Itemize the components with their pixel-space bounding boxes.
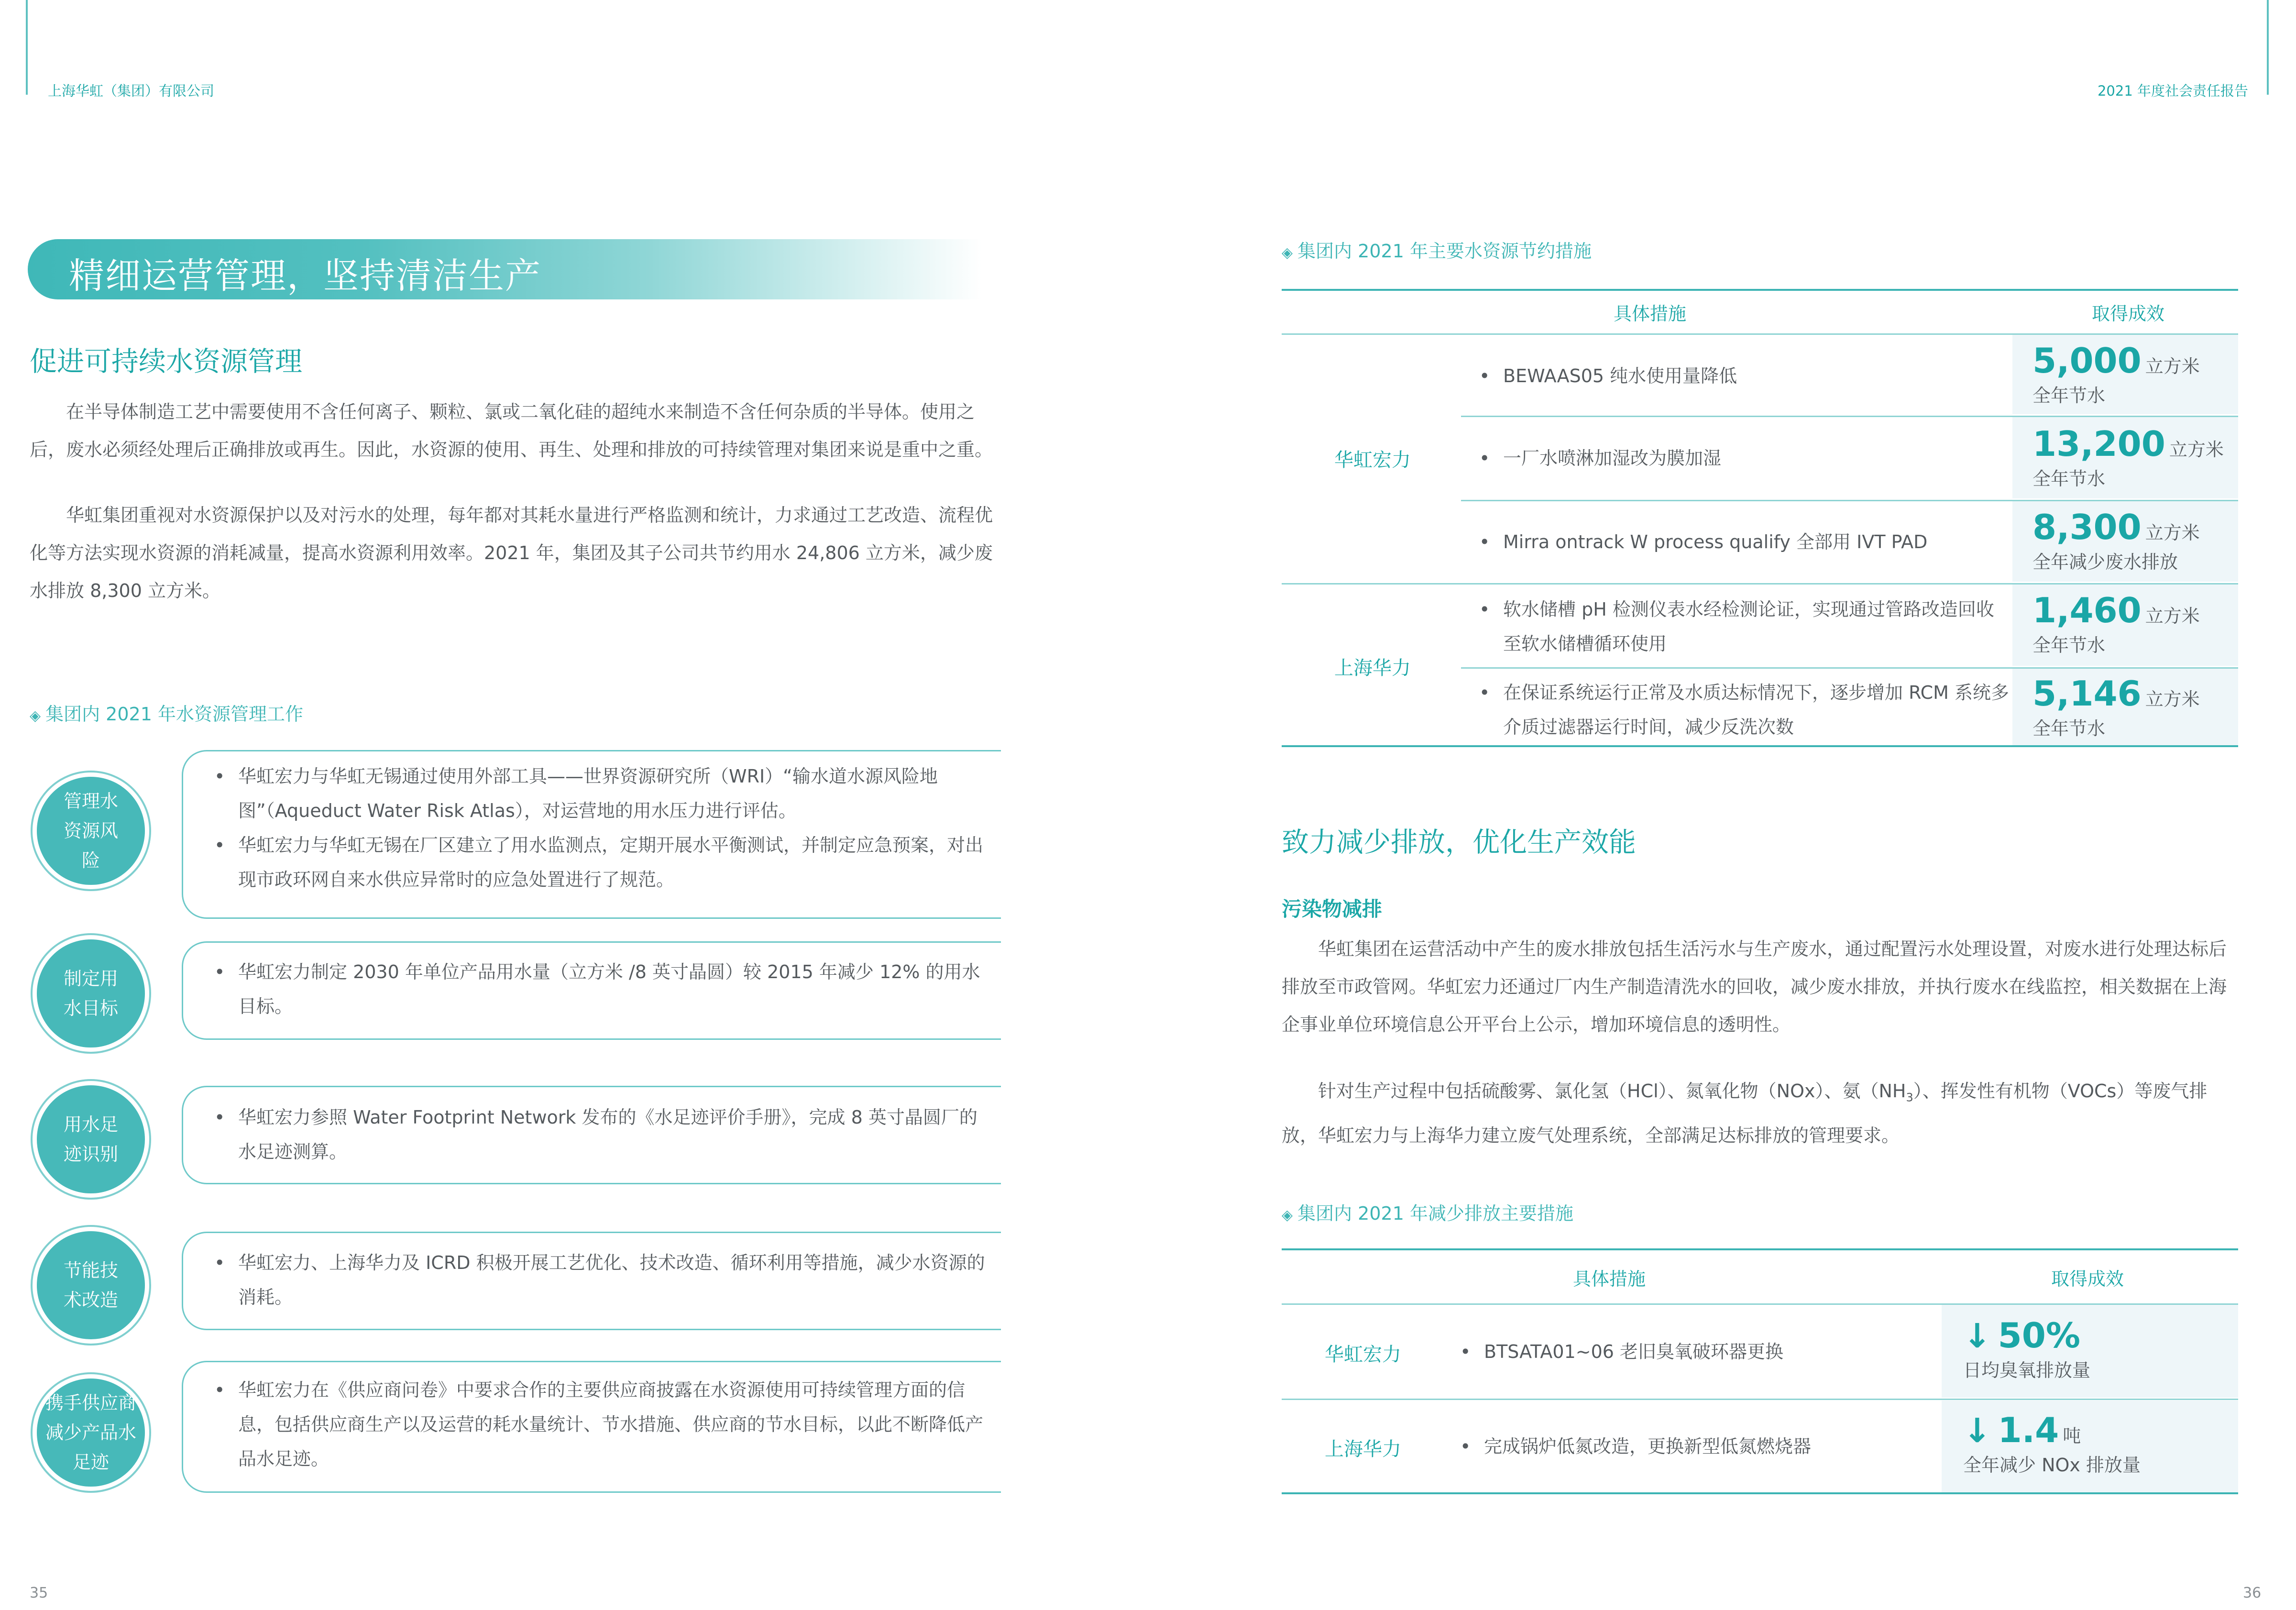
water-result-2: 13,200 立方米 全年节水 — [2032, 424, 2224, 489]
water-measure-3: • Mirra ontrack W process qualify 全部用 IVT PAD — [1475, 525, 2011, 559]
down-arrow-icon: ↓ — [1963, 1316, 1991, 1356]
right-header-line — [2267, 0, 2269, 95]
item-bullets-1 — [210, 759, 995, 897]
emission-paragraphs — [1282, 930, 2238, 1155]
water-table-caption: ◈ 集团内 2021 年主要水资源节约措施 — [1282, 241, 1592, 262]
table-top-rule — [1282, 289, 2238, 291]
row-rule — [1461, 416, 2238, 417]
down-arrow-icon: ↓ — [1963, 1411, 1991, 1450]
banner-title: 精细运营管理，坚持清洁生产 — [69, 255, 541, 297]
emission-measure-1: • BTSATA01~06 老旧臭氧破环器更换 — [1456, 1334, 1934, 1369]
water-measure-5: • 在保证系统运行正常及水质达标情况下，逐步增加 RCM 系统多介质过滤器运行时间，减少反洗次数 — [1475, 675, 2011, 744]
emission-result-1: ↓ 50% 日均臭氧排放量 — [1963, 1315, 2091, 1381]
diamond-icon: ◈ — [30, 707, 41, 724]
group-label-huahong-grace: 华虹宏力 — [1334, 449, 1411, 471]
diamond-icon: ◈ — [1282, 1207, 1293, 1224]
list-item: • 华虹宏力在《供应商问卷》中要求合作的主要供应商披露在水资源使用可持续管理方面的信息，包括供应商生产以及运营的耗水量统计、节水措施、供应商的节水目标，以此不断降低产品水足迹。 — [210, 1373, 995, 1476]
item-circle-2: 制定用水目标 — [33, 935, 149, 1052]
item-circle-1: 管理水资源风险 — [33, 772, 149, 889]
header-company: 上海华虹（集团）有限公司 — [48, 83, 215, 99]
left-header-line — [26, 0, 28, 95]
water-measure-1: • BEWAAS05 纯水使用量降低 — [1475, 359, 2001, 393]
col-result-header: 取得成效 — [2051, 1268, 2124, 1290]
col-measure-header: 具体措施 — [1572, 1268, 1646, 1290]
water-measure-4: • 软水储槽 pH 检测仪表水经检测论证，实现通过管路改造回收至软水储槽循环使用 — [1475, 592, 2011, 661]
emission-row-label-1: 华虹宏力 — [1325, 1344, 1401, 1366]
list-item: • 华虹宏力与华虹无锡在厂区建立了用水监测点，定期开展水平衡测试，并制定应急预案，对出现市政环网自来水供应异常时的应急处置进行了规范。 — [210, 828, 995, 897]
list-item: • 华虹宏力与华虹无锡通过使用外部工具——世界资源研究所（WRI）“输水道水源风险地图”（Aqueduct Water Risk Atlas），对运营地的用水压力进行评估。 — [210, 759, 995, 828]
emission-paragraph-1: 华虹集团在运营活动中产生的废水排放包括生活污水与生产废水，通过配置污水处理设置，对废水进行处理达标后排放至市政管网。华虹宏力还通过厂内生产制造清洗水的回收，减少废水排放，并执行废水在线监控，相关数据在上海企事业单位环境信息公开平台上公示，增加环境信息的透明性。 — [1282, 938, 2227, 1035]
col-measure-header: 具体措施 — [1613, 303, 1686, 324]
list-item: • 华虹宏力制定 2030 年单位产品用水量（立方米 /8 英寸晶圆）较 2015 年减少 12% 的用水目标。 — [210, 955, 995, 1024]
page-number-left: 35 — [30, 1585, 48, 1601]
emission-measure-2: • 完成锅炉低氮改造，更换新型低氮燃烧器 — [1456, 1429, 1934, 1464]
table-bottom-rule — [1282, 1492, 2238, 1494]
emission-paragraph-2: 针对生产过程中包括硫酸雾、氯化氢（HCl）、氮氧化物（NOx）、氨$(NH_3)$、挥发性有机物（VOCs）等废气排放，华虹宏力与上海华力建立废气处理系统，全部满足达标排放的管理要求。 — [1282, 1081, 2208, 1146]
page-number-right: 36 — [2243, 1585, 2262, 1601]
row-rule — [1282, 1399, 2238, 1400]
row-rule — [1461, 500, 2238, 501]
intro-paragraph-1: 在半导体制造工艺中需要使用不含任何离子、颗粒、氯或二氧化硅的超纯水来制造不含任何杂质的半导体。使用之后，废水必须经处理后正确排放或再生。因此，水资源的使用、再生、处理和排放的可持续管理对集团来说是重中之重。 — [30, 401, 993, 460]
section-banner — [28, 239, 982, 299]
emission-result-2: ↓ 1.4 吨 全年减少 NOx 排放量 — [1963, 1410, 2141, 1476]
list-item: • 华虹宏力参照 Water Footprint Network 发布的《水足迹评价手册》，完成 8 英寸晶圆厂的水足迹测算。 — [210, 1100, 995, 1169]
table-bottom-rule — [1282, 745, 2238, 747]
item-circle-3: 用水足迹识别 — [33, 1081, 149, 1198]
group-rule — [1282, 583, 2238, 584]
water-measure-2: • 一厂水喷淋加湿改为膜加湿 — [1475, 441, 2001, 475]
water-work-caption: ◈ 集团内 2021 年水资源管理工作 — [30, 704, 303, 725]
diamond-icon: ◈ — [1282, 244, 1293, 261]
water-result-4: 1,460 立方米 全年节水 — [2032, 590, 2200, 656]
item-circle-5: 携手供应商减少产品水足迹 — [33, 1374, 149, 1491]
water-result-3: 8,300 立方米 全年减少废水排放 — [2032, 507, 2200, 573]
water-result-5: 5,146 立方米 全年节水 — [2032, 673, 2200, 739]
item-bullets-5 — [210, 1373, 995, 1476]
table-top-rule — [1282, 1248, 2238, 1250]
emission-table-caption: ◈ 集团内 2021 年减少排放主要措施 — [1282, 1203, 1573, 1224]
group-label-hlmc: 上海华力 — [1334, 657, 1411, 679]
right-section-title: 致力减少排放，优化生产效能 — [1282, 827, 1636, 858]
col-result-header: 取得成效 — [2091, 303, 2164, 324]
header-report: 2021 年度社会责任报告 — [2097, 83, 2248, 99]
row-rule — [1461, 667, 2238, 669]
item-circle-4: 节能技术改造 — [33, 1227, 149, 1344]
item-bullets-3 — [210, 1100, 995, 1169]
water-result-1: 5,000 立方米 全年节水 — [2032, 341, 2200, 406]
intro-paragraph-2: 华虹集团重视对水资源保护以及对污水的处理，每年都对其耗水量进行严格监测和统计，力求通过工艺改造、流程优化等方法实现水资源的消耗减量，提高水资源利用效率。2021 年，集团及其子公司共节约用水 24,806 立方米，减少废水排放 8,300 立方米。 — [30, 505, 993, 601]
left-section-title: 促进可持续水资源管理 — [30, 346, 302, 377]
item-bullets-2 — [210, 955, 995, 1024]
emission-row-label-2: 上海华力 — [1325, 1438, 1401, 1460]
item-bullets-4 — [210, 1246, 995, 1314]
left-intro-paragraphs — [30, 393, 1000, 610]
subsection-title: 污染物减排 — [1282, 897, 1383, 921]
list-item: • 华虹宏力、上海华力及 ICRD 积极开展工艺优化、技术改造、循环利用等措施，减少水资源的消耗。 — [210, 1246, 995, 1314]
